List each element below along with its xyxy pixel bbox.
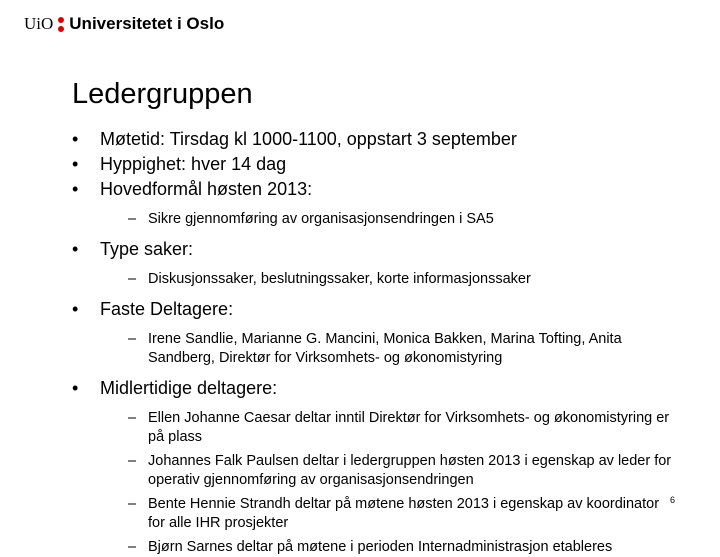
bullet-marker: • (72, 378, 79, 398)
dash-marker: – (128, 453, 137, 469)
bullet-item-frequency (72, 152, 672, 177)
bullet-marker: • (72, 129, 79, 149)
dash-marker: – (128, 539, 137, 555)
logo-university-name: Universitetet i Oslo (69, 14, 225, 33)
bullet-marker: • (72, 299, 79, 319)
logo-uio-text: UiO (24, 14, 54, 33)
sub-item-purpose (128, 210, 672, 229)
bullet-item-temporary-participants (72, 376, 672, 401)
sub-item-case-types (128, 270, 672, 289)
bullet-item-case-types (72, 237, 672, 262)
bullet-text: Type saker: (100, 239, 194, 259)
slide-title: Ledergruppen (72, 78, 253, 110)
sub-item-temporary-2 (128, 452, 672, 490)
sub-item-text: Bente Hennie Strandh deltar på møtene høsten 2013 i egenskap av koordinator for alle IHR prosjekter (148, 496, 660, 531)
bullet-text: Hovedformål høsten 2013: (100, 179, 313, 199)
uio-logo (24, 13, 224, 35)
bullet-marker: • (72, 154, 79, 174)
sub-item-text: Bjørn Sarnes deltar på møtene i perioden Internadministrasjon etableres (148, 539, 613, 555)
bullet-text: Møtetid: Tirsdag kl 1000-1100, oppstart 3 september (100, 129, 517, 149)
sub-item-text: Ellen Johanne Caesar deltar inntil Direktør for Virksomhets- og økonomistyring er på plass (148, 410, 670, 445)
sub-item-text: Diskusjonssaker, beslutningssaker, korte informasjonssaker (148, 271, 531, 287)
dash-marker: – (128, 410, 137, 426)
dash-marker: – (128, 496, 137, 512)
dash-marker: – (128, 331, 137, 347)
page-number: 6 (670, 495, 676, 505)
dash-marker: – (128, 271, 137, 287)
bullet-item-permanent-participants (72, 297, 672, 322)
bullet-marker: • (72, 239, 79, 259)
bullet-item-meeting-time (72, 127, 672, 152)
slide-body (72, 127, 672, 557)
sub-item-permanent-participants (128, 330, 672, 368)
dash-marker: – (128, 211, 137, 227)
sub-item-temporary-1 (128, 409, 672, 447)
bullet-marker: • (72, 179, 79, 199)
logo-dot-bottom (58, 26, 64, 32)
sub-item-temporary-3 (128, 495, 672, 533)
logo-dot-top (58, 17, 64, 23)
bullet-text: Faste Deltagere: (100, 299, 234, 319)
logo-dots-icon (58, 17, 64, 32)
sub-item-text: Johannes Falk Paulsen deltar i ledergruppen høsten 2013 i egenskap av leder for operativ gjennomføring av organisasjonsendringen (148, 453, 672, 488)
sub-item-temporary-4 (128, 538, 672, 557)
bullet-text: Midlertidige deltagere: (100, 378, 278, 398)
bullet-item-main-purpose (72, 177, 672, 202)
sub-item-text: Irene Sandlie, Marianne G. Mancini, Monica Bakken, Marina Tofting, Anita Sandberg, Direktør for Virksomhets- og økonomistyring (148, 331, 622, 366)
bullet-text: Hyppighet: hver 14 dag (100, 154, 287, 174)
sub-item-text: Sikre gjennomføring av organisasjonsendringen i SA5 (148, 211, 494, 227)
